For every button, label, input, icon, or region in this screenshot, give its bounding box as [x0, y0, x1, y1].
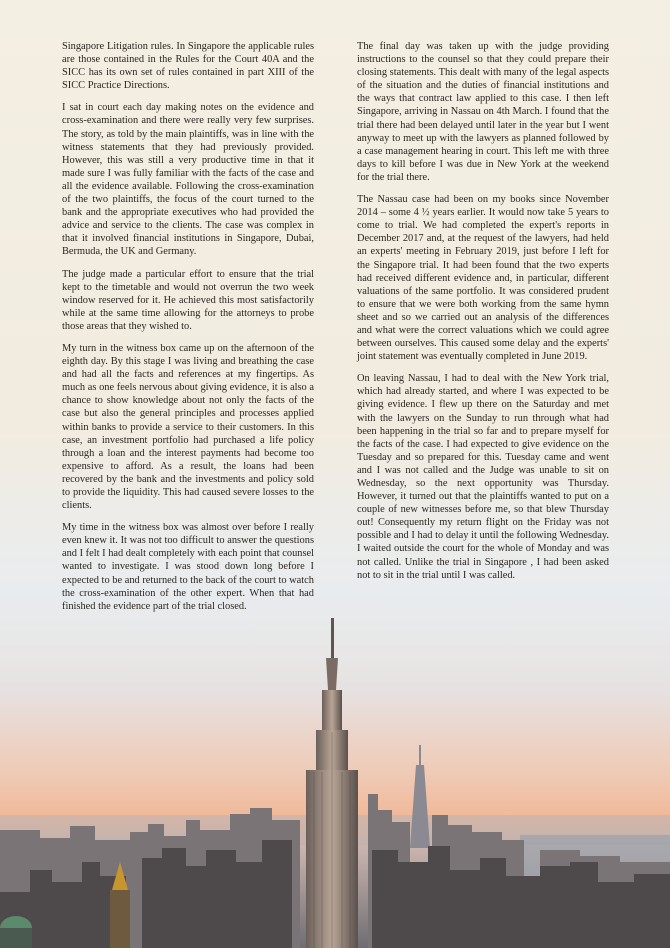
paragraph: I sat in court each day making notes on the evidence and cross-examination and there were really very few surprises. The story, as told by the main plaintiffs, was in line with the witness statements that they had previously provided. However, this was still a very productive time in that it made sure I was fully familiar with the facts of the case and all the evidence available. Following the cross-examination of the two plaintiffs, the focus of the court turned to the bank and the appropriate executives who had provided the advice and service to the clients. The case was complex in that it involved financial institutions in Singapore, Dubai, Bermuda, the UK and Germany. [62, 102, 314, 258]
paragraph: Singapore Litigation rules. In Singapore the applicable rules are those contained in the Rules for the Court 40A and the SICC has its own set of rules contained in part XIII of the SICC Practice Directions. [62, 41, 314, 92]
paragraph: My time in the witness box was almost over before I really even knew it. It was not too difficult to answer the questions and I felt I had dealt completely with each point that counsel wanted to investigate. I was stood down long before I expected to be and returned to the back of the court to watch the cross-examination of the other expert. When that had finished the evidence part of the trial closed. [62, 522, 314, 612]
left-text-column [62, 40, 314, 622]
right-text-column [357, 40, 609, 591]
paragraph: The Nassau case had been on my books since November 2014 – some 4 ½ years earlier. It would now take 5 years to come to trial. We had completed the expert's reports in December 2017 and, at the request of the lawyers, had held an experts' meeting in February 2019, just before I left for the Singapore trial. It had been found that the two experts had received different evidence and, in particular, different valuations of the same portfolio. It was considered prudent to ensure that we were both working from the same hymn sheet and so we carried out an analysis of the differences and what were the correct valuations which we could agree between ourselves. This caused some delay and the experts' joint statement was eventually completed in June 2019. [357, 194, 609, 363]
city-skyline-image [0, 600, 670, 948]
paragraph: On leaving Nassau, I had to deal with the New York trial, which had already started, and where I was expected to be giving evidence. I flew up there on the Saturday and met with the lawyers on the Sunday to run through what had been happening in the trial so far and to prepare myself for the facts of the case. I had expected to give evidence on the Tuesday and so prepared for this. Tuesday came and went and I was not called and the Judge was unable to sit on Wednesday, so the next opportunity was Thursday. However, it turned out that the plaintiffs wanted to put on a couple of new witnesses before me, so that blew Thursday out! Consequently my return flight on the Friday was not possible and I had to delay it until the following Wednesday. I waited outside the court for the whole of Monday and was not called. Unlike the trial in Singapore , I had been asked not to sit in the trial until I was called. [357, 373, 609, 581]
paragraph: My turn in the witness box came up on the afternoon of the eighth day. By this stage I was living and breathing the case and had all the facts and references at my fingertips. As much as one feels nervous about giving evidence, it is also a chance to show knowledge about not only the facts of the case but also the general principles and processes applied within banks to provide a service to their customers. In this case, an investment portfolio had purchased a life policy through a loan and the interest payments had become too expensive to afford. As a result, the loans had been recovered by the bank and the investments and policy sold to provide the liquidity. This had caused severe losses to the clients. [62, 342, 314, 512]
paragraph: The judge made a particular effort to ensure that the trial kept to the timetable and would not overrun the two week window reserved for it. He achieved this most satisfactorily while at the same time allowing for the attorneys to probe those areas that they wished to. [62, 268, 314, 332]
paragraph: The final day was taken up with the judge providing instructions to the counsel so that they could prepare their closing statements. This dealt with many of the legal aspects of the situation and the duties of financial institutions and the ways that contract law applied to this case. I then left Singapore, arriving in Nassau on 4th March. I found that the trial there had been delayed until later in the year but I went anyway to meet up with the lawyers as planned followed by a case management hearing in court. This left me with three days to kill before I was due in New York at the weekend for the trial there. [357, 41, 609, 183]
